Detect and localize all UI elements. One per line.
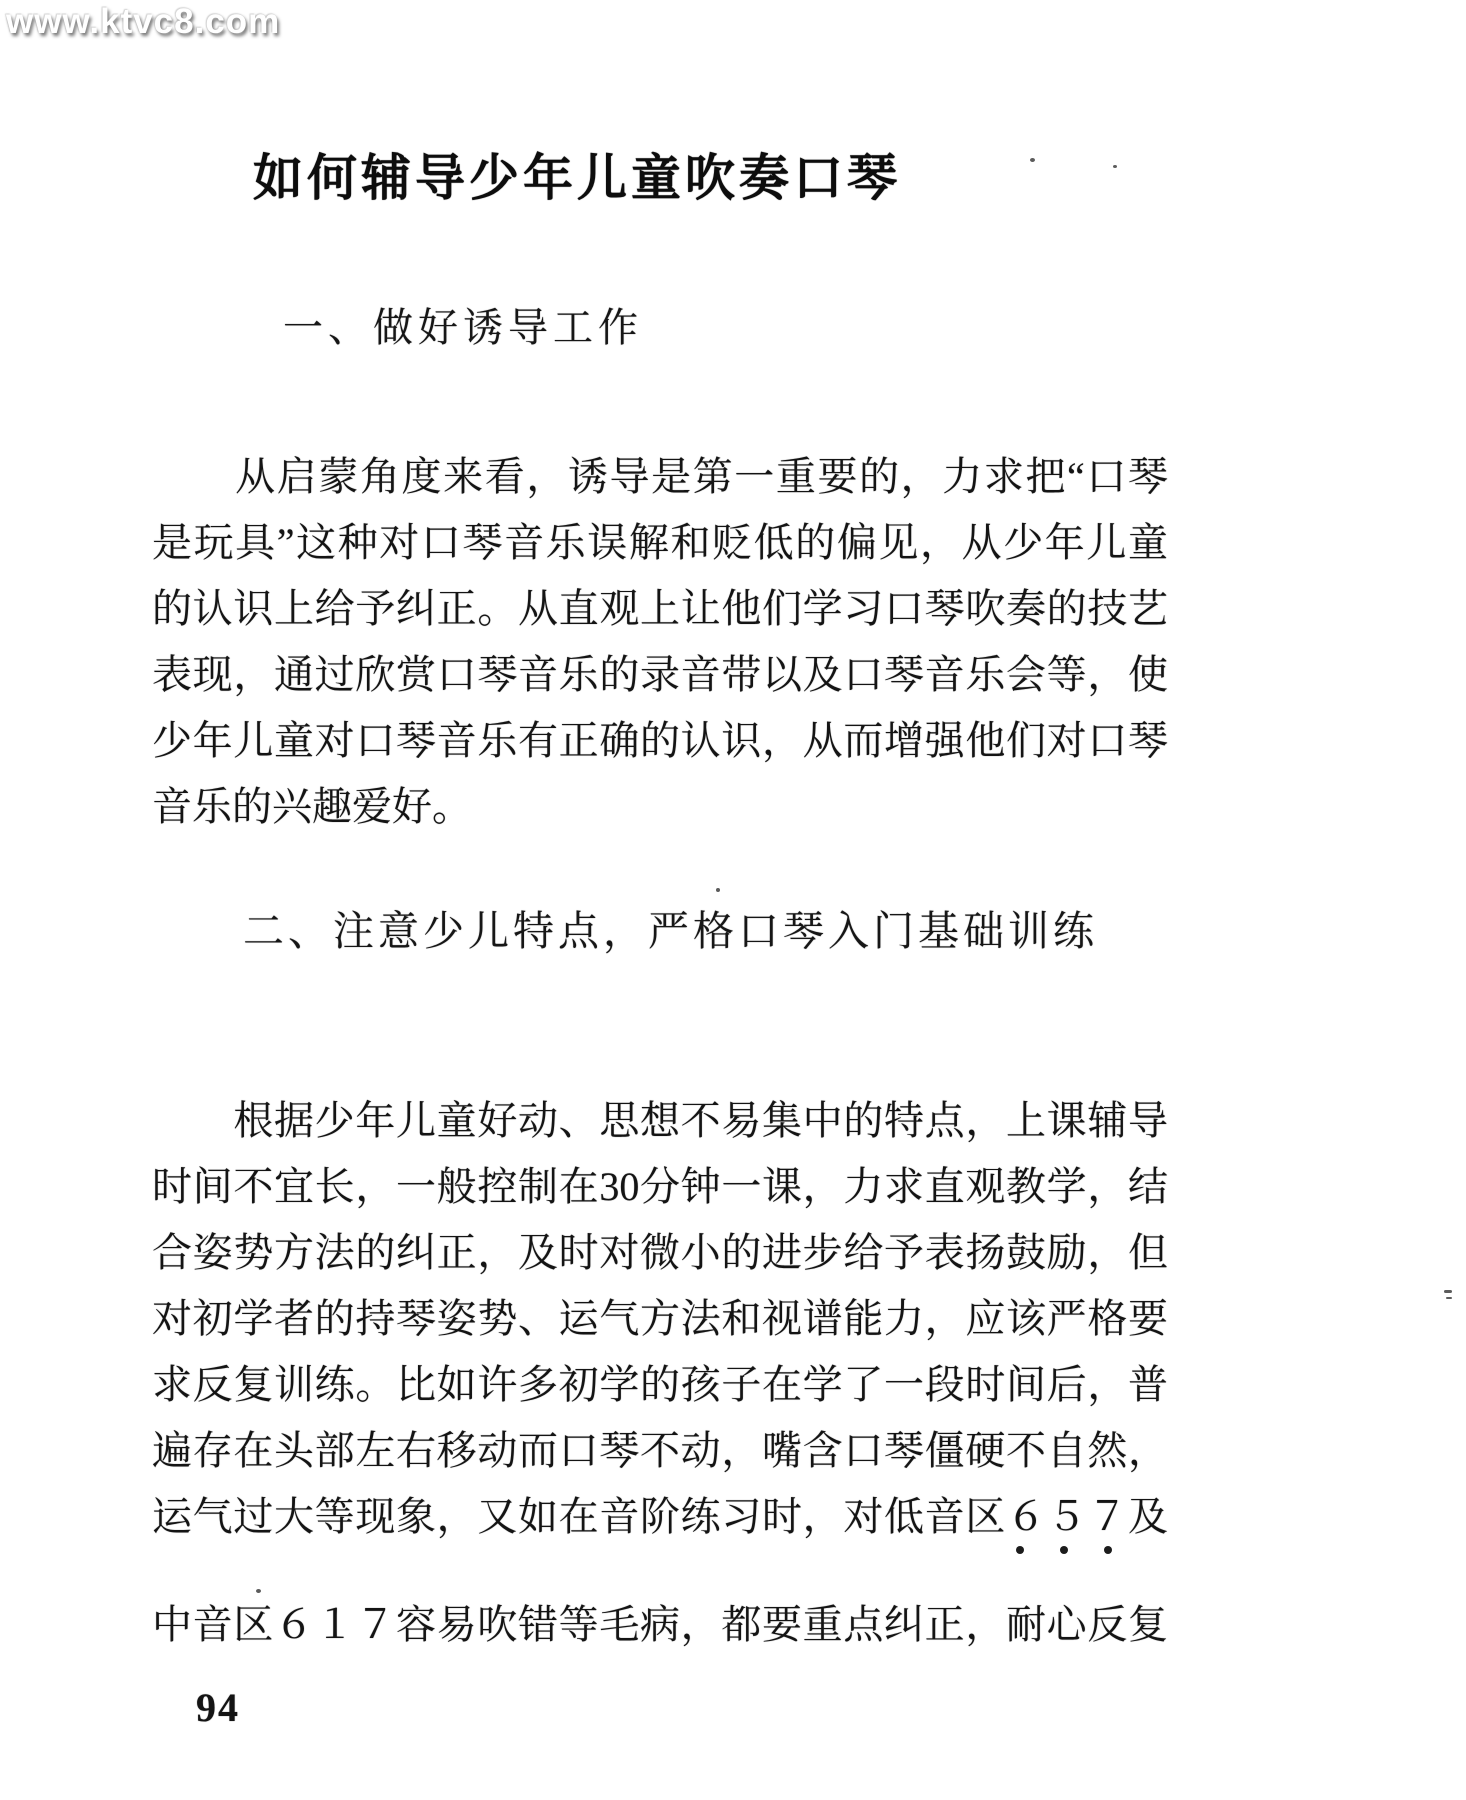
low-octave-dot — [1016, 1546, 1024, 1554]
paragraph-1 — [152, 444, 1168, 840]
scan-speck — [1113, 165, 1117, 168]
text-line: 时间不宜长，一般控制在30分钟一课，力求直观教学，结 — [152, 1164, 1168, 1209]
paragraph-2 — [152, 1088, 1168, 1550]
text-line: 从启蒙角度来看，诱导是第一重要的，力求把“口琴 — [152, 454, 1168, 499]
text-line: 中音区６１７容易吹错等毛病，都要重点纠正，耐心反复 — [152, 1602, 1168, 1647]
section-heading-1: 一、做好诱导工作 — [283, 305, 643, 350]
scan-speck — [256, 1589, 261, 1593]
low-octave-dot — [1060, 1546, 1068, 1554]
scan-speck — [1446, 1297, 1452, 1299]
text-line: 根据少年儿童好动、思想不易集中的特点，上课辅导 — [152, 1098, 1168, 1143]
section-heading-2: 二、注意少儿特点，严格口琴入门基础训练 — [243, 908, 1098, 954]
low-octave-dot — [1104, 1546, 1112, 1554]
text-line: 合姿势方法的纠正，及时对微小的进步给予表扬鼓励，但 — [152, 1230, 1168, 1275]
text-line: 运气过大等现象，又如在音阶练习时，对低音区６５７及 — [152, 1494, 1168, 1539]
text-line: 遍存在头部左右移动而口琴不动，嘴含口琴僵硬不自然， — [152, 1428, 1168, 1473]
page-number: 94 — [196, 1685, 240, 1730]
scan-speck — [716, 888, 720, 892]
text-line: 的认识上给予纠正。从直观上让他们学习口琴吹奏的技艺 — [152, 586, 1168, 631]
jianpu-low-octave-dots — [1016, 1544, 1156, 1556]
text-line: 音乐的兴趣爱好。 — [152, 784, 472, 829]
text-line: 求反复训练。比如许多初学的孩子在学了一段时间后，普 — [152, 1362, 1168, 1407]
text-line: 少年儿童对口琴音乐有正确的认识，从而增强他们对口琴 — [152, 718, 1168, 763]
scan-speck — [1444, 1290, 1452, 1293]
page-title: 如何辅导少年儿童吹奏口琴 — [253, 150, 901, 206]
text-line: 是玩具”这种对口琴音乐误解和贬低的偏见，从少年儿童 — [152, 520, 1168, 565]
paragraph-2-continued — [152, 1592, 1168, 1658]
text-line: 对初学者的持琴姿势、运气方法和视谱能力，应该严格要 — [152, 1296, 1168, 1341]
site-watermark: www.ktvc8.com — [6, 2, 281, 41]
text-line: 表现，通过欣赏口琴音乐的录音带以及口琴音乐会等，使 — [152, 652, 1168, 697]
scan-speck — [1030, 158, 1035, 162]
